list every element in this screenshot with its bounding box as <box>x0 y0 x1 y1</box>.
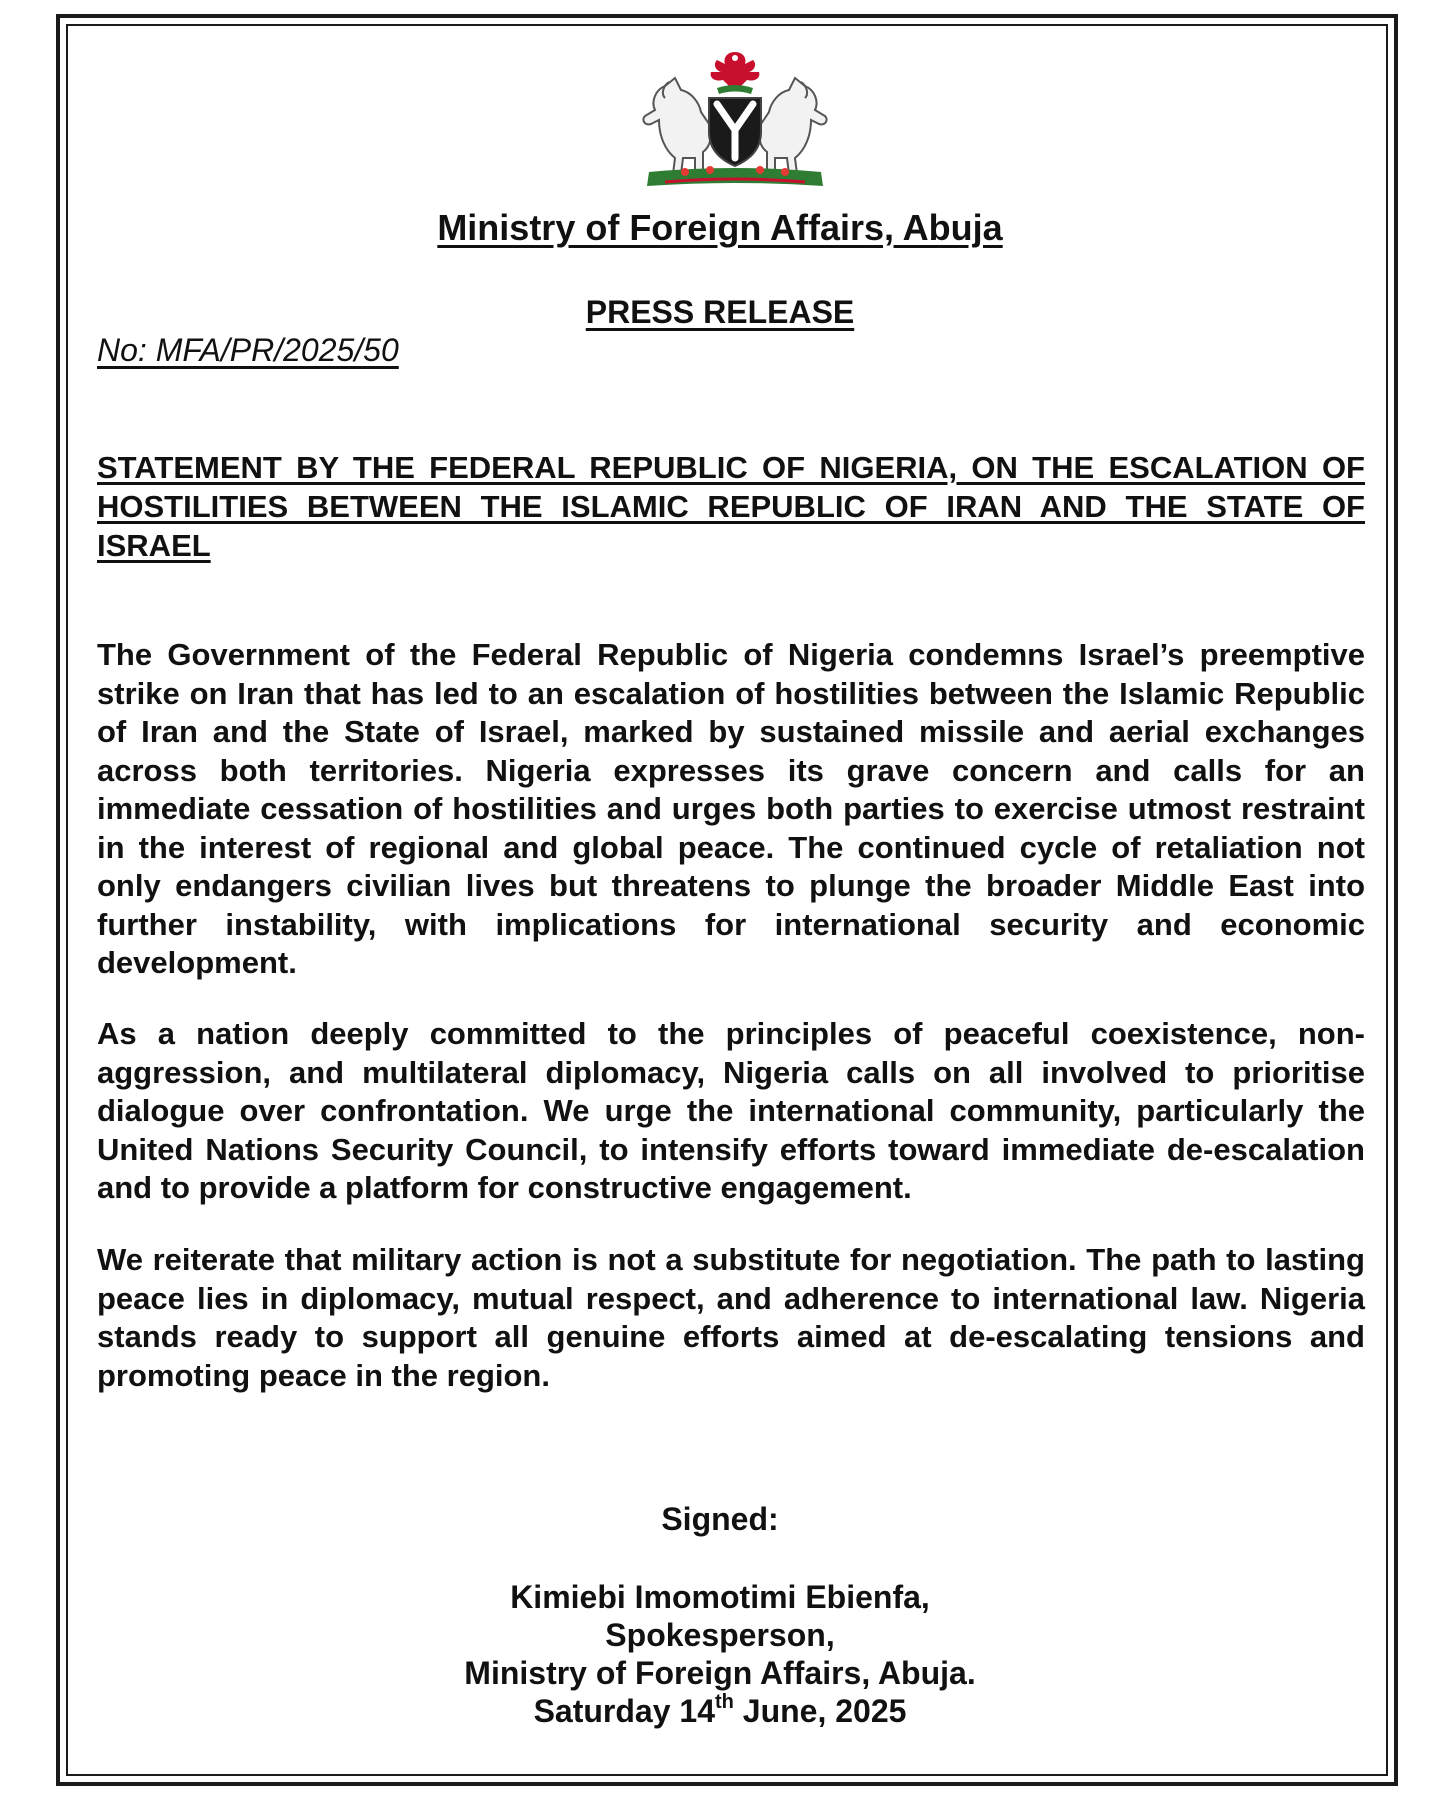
signatory-role: Spokesperson, <box>605 1617 835 1653</box>
press-release-label: PRESS RELEASE <box>585 294 855 330</box>
release-date-month-year: June, 2025 <box>733 1693 907 1729</box>
signatory-office: Ministry of Foreign Affairs, Abuja. <box>464 1655 976 1691</box>
release-date-day: Saturday 14 <box>533 1693 715 1729</box>
coat-of-arms-emblem <box>625 46 845 196</box>
body-paragraph-3: We reiterate that military action is not a substitute for negotiation. The path to lasting peace lies in diplomacy, mutual respect, and adherence to international law. Nigeria stands ready to support all genuine efforts aimed at de-escalating tensions and promoting peace in the region. <box>97 1242 1365 1393</box>
shield-icon <box>709 98 761 166</box>
signed-label: Signed: <box>661 1501 779 1537</box>
reference-number: No: MFA/PR/2025/50 <box>97 332 399 368</box>
release-date <box>0 1692 1440 1730</box>
body-paragraph-1: The Government of the Federal Republic of Nigeria condemns Israel’s preemptive strike on Iran that has led to an escalation of hostilities between the Islamic Republic of Iran and the State of Israel, marked by sustained missile and aerial exchanges across both territories. Nigeria expresses its grave concern and calls for an immediate cessation of hostilities and urges both parties to exercise utmost restraint in the interest of regional and global peace. The continued cycle of retaliation not only endangers civilian lives but threatens to plunge the broader Middle East into further instability, with implications for international security and economic development. <box>97 637 1365 980</box>
statement-heading: STATEMENT BY THE FEDERAL REPUBLIC OF NIGERIA, ON THE ESCALATION OF HOSTILITIES BETWEEN THE ISLAMIC REPUBLIC OF IRAN AND THE STATE OF ISRAEL <box>97 450 1365 563</box>
left-horse-icon <box>643 78 711 174</box>
eagle-icon <box>711 52 760 86</box>
body-paragraph-2: As a nation deeply committed to the principles of peaceful coexistence, non-aggression, and multilateral diplomacy, Nigeria calls on all involved to prioritise dialogue over confrontation. We urge the international community, particularly the United Nations Security Council, to intensify efforts toward immediate de-escalation and to provide a platform for constructive engagement. <box>97 1016 1365 1205</box>
release-date-ordinal: th <box>714 1691 734 1714</box>
ministry-title: Ministry of Foreign Affairs, Abuja <box>437 207 1003 248</box>
right-horse-icon <box>759 78 827 174</box>
signatory-name: Kimiebi Imomotimi Ebienfa, <box>510 1579 930 1615</box>
